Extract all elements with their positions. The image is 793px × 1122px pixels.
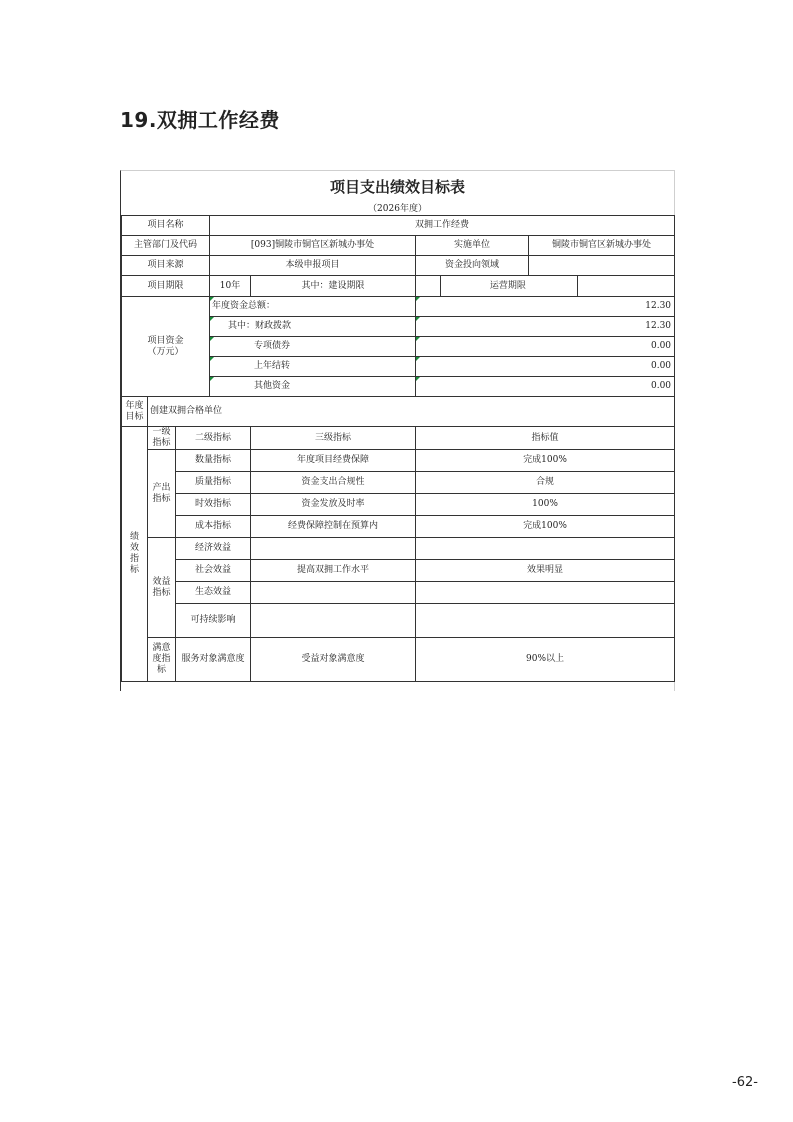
table-row: [122, 216, 675, 236]
funds-label-0: 年度资金总额：: [210, 297, 416, 317]
table-row: [122, 638, 675, 682]
section-heading: 19.双拥工作经费: [120, 108, 280, 132]
output-l3-1: 资金支出合规性: [251, 472, 416, 494]
output-l2-1: 质量指标: [176, 472, 251, 494]
table-row: [122, 256, 675, 276]
table-row: [122, 276, 675, 297]
performance-table: [121, 215, 675, 682]
output-label: 产出 指标: [148, 450, 176, 538]
period-value: 10年: [210, 276, 251, 297]
funds-value-1: 12.30: [416, 317, 675, 337]
output-l3-2: 资金发放及时率: [251, 494, 416, 516]
field-label: 资金投向领域: [416, 256, 529, 276]
table-row: [122, 297, 675, 317]
dept-label: 主管部门及代码: [122, 236, 210, 256]
table-row: [122, 582, 675, 604]
table-row: [122, 236, 675, 256]
construction-label: 其中：建设期限: [251, 276, 416, 297]
funds-label-2: 专项债券: [210, 337, 416, 357]
output-l3-0: 年度项目经费保障: [251, 450, 416, 472]
page-number: -62-: [732, 1075, 758, 1090]
benefit-l2-3: 可持续影响: [176, 604, 251, 638]
annual-goal-label: 年度 目标: [122, 397, 148, 427]
header-level3: 三级指标: [251, 427, 416, 450]
satisfaction-label: 满意 度指 标: [148, 638, 176, 682]
benefit-v-1: 效果明显: [416, 560, 675, 582]
benefit-l3-3: [251, 604, 416, 638]
table-row: [122, 397, 675, 427]
source-value: 本级申报项目: [210, 256, 416, 276]
benefit-v-0: [416, 538, 675, 560]
output-v-3: 完成100%: [416, 516, 675, 538]
satisfaction-l3: 受益对象满意度: [251, 638, 416, 682]
benefit-v-3: [416, 604, 675, 638]
operation-label: 运营期限: [416, 276, 578, 297]
output-l2-0: 数量指标: [176, 450, 251, 472]
table-row: [122, 516, 675, 538]
table-title: 项目支出绩效目标表: [329, 178, 465, 196]
output-l3-3: 经费保障控制在预算内: [251, 516, 416, 538]
table-row: [122, 604, 675, 638]
benefit-v-2: [416, 582, 675, 604]
table-row: [122, 494, 675, 516]
period-label: 项目期限: [122, 276, 210, 297]
header-value: 指标值: [416, 427, 675, 450]
table-row: [122, 450, 675, 472]
benefit-l2-2: 生态效益: [176, 582, 251, 604]
benefit-l2-1: 社会效益: [176, 560, 251, 582]
funds-value-4: 0.00: [416, 377, 675, 397]
project-name-value: 双拥工作经费: [210, 216, 675, 236]
funds-value-0: 12.30: [416, 297, 675, 317]
impl-label: 实施单位: [416, 236, 529, 256]
field-value: [529, 256, 675, 276]
source-label: 项目来源: [122, 256, 210, 276]
table-row: [122, 538, 675, 560]
funds-label-3: 上年结转: [210, 357, 416, 377]
output-v-2: 100%: [416, 494, 675, 516]
satisfaction-l2: 服务对象满意度: [176, 638, 251, 682]
satisfaction-v: 90%以上: [416, 638, 675, 682]
funds-value-2: 0.00: [416, 337, 675, 357]
output-l2-3: 成本指标: [176, 516, 251, 538]
output-v-1: 合规: [416, 472, 675, 494]
benefit-l3-0: [251, 538, 416, 560]
table-row: [122, 472, 675, 494]
funds-label-1: 其中：财政拨款: [210, 317, 416, 337]
impl-value: 铜陵市铜官区新城办事处: [529, 236, 675, 256]
benefit-label: 效益 指标: [148, 538, 176, 638]
table-year: （2026年度）: [368, 204, 427, 214]
output-l2-2: 时效指标: [176, 494, 251, 516]
benefit-l3-2: [251, 582, 416, 604]
funds-label-4: 其他资金: [210, 377, 416, 397]
operation-value: [578, 276, 675, 297]
dept-value: [093]铜陵市铜官区新城办事处: [210, 236, 416, 256]
project-name-label: 项目名称: [122, 216, 210, 236]
performance-sheet: [120, 170, 675, 691]
funds-label: 项目资金 （万元）: [122, 297, 210, 397]
benefit-l2-0: 经济效益: [176, 538, 251, 560]
annual-goal-value: 创建双拥合格单位: [148, 397, 675, 427]
table-row: [122, 560, 675, 582]
output-v-0: 完成100%: [416, 450, 675, 472]
benefit-l3-1: 提高双拥工作水平: [251, 560, 416, 582]
perf-label: 绩 效 指 标: [122, 427, 148, 682]
header-level2: 二级指标: [176, 427, 251, 450]
header-level1: 一级 指标: [148, 427, 176, 450]
table-row: [122, 427, 675, 450]
funds-value-3: 0.00: [416, 357, 675, 377]
